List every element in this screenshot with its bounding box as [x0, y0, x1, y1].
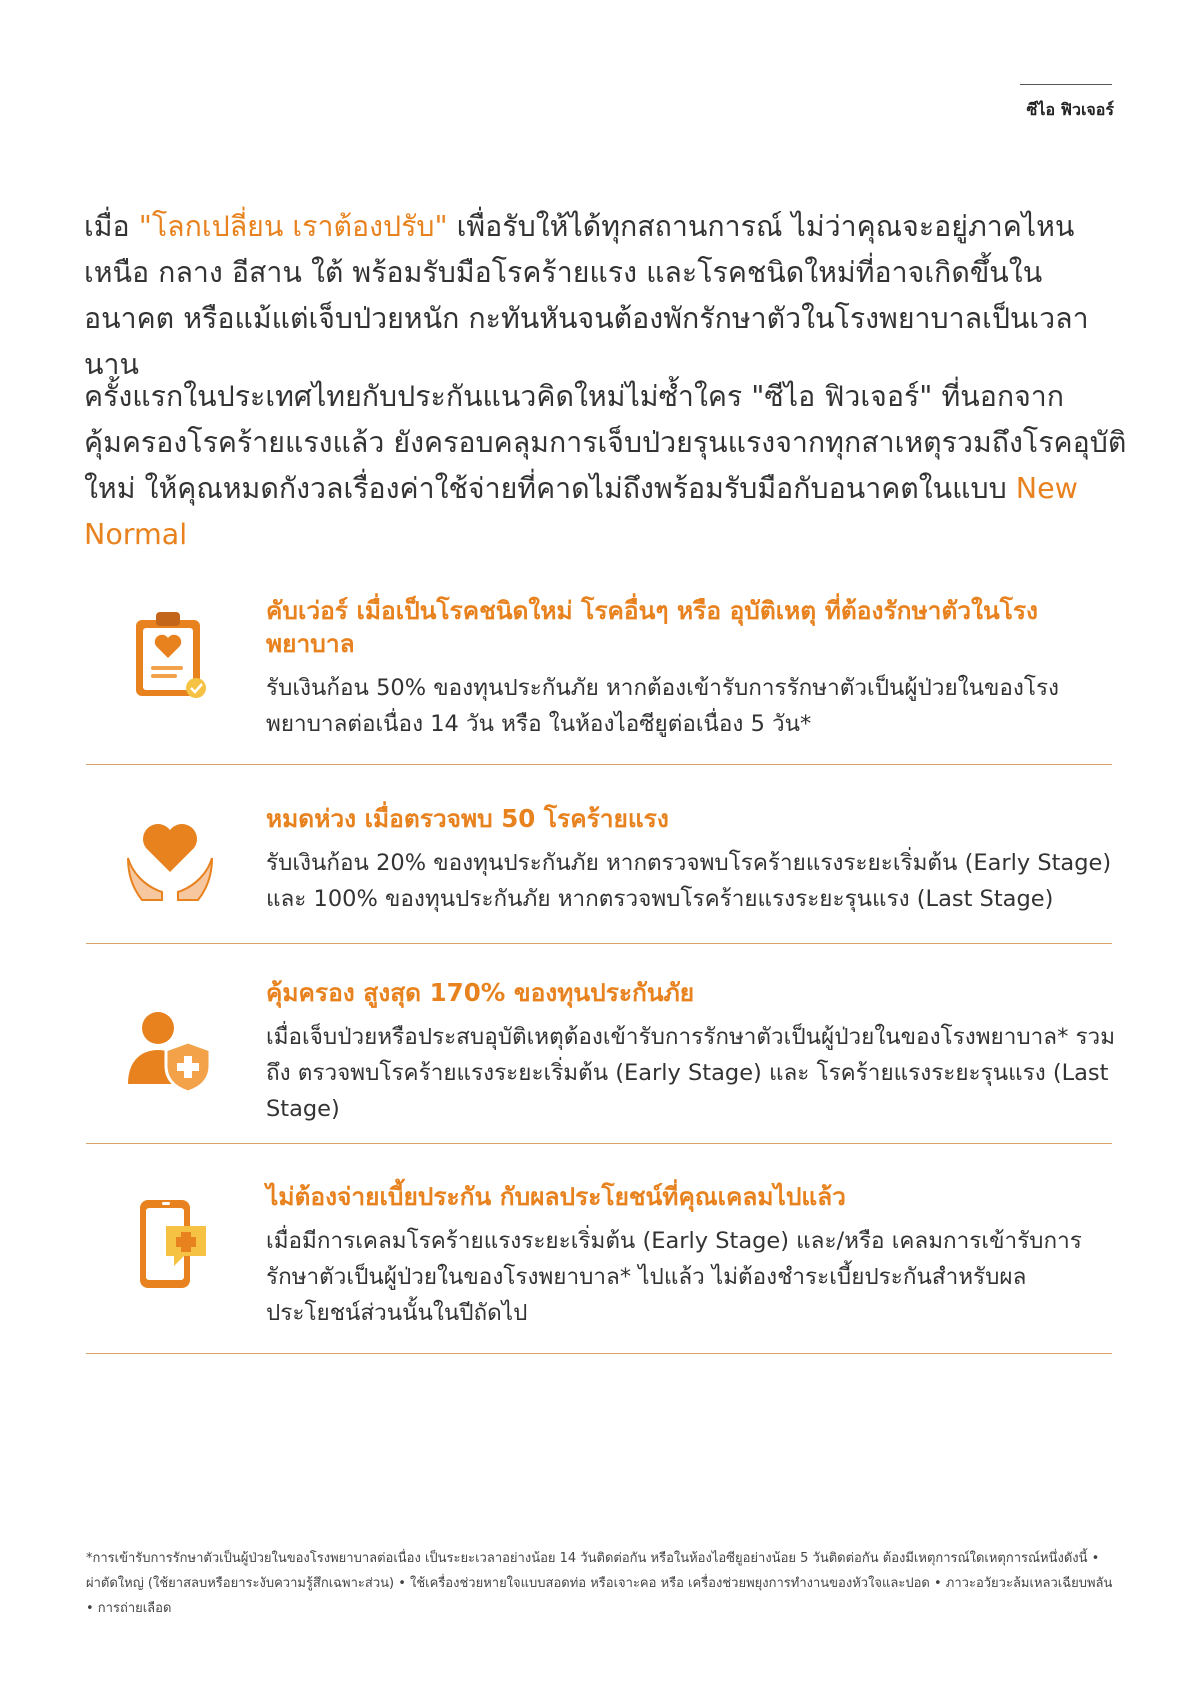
intro-paragraph-1 [84, 204, 1129, 388]
divider [86, 1143, 1112, 1144]
brand-name: ซีไอ ฟิวเจอร์ [1026, 100, 1114, 119]
clipboard-heart-icon [122, 606, 218, 702]
divider [86, 764, 1112, 765]
benefit-title: ไม่ต้องจ่ายเบี้ยประกัน กับผลประโยชน์ที่คุณเคลมไปแล้ว [266, 1182, 846, 1211]
divider [86, 943, 1112, 944]
intro-slogan: "โลกเปลี่ยน เราต้องปรับ" [138, 210, 448, 243]
person-shield-icon [122, 1000, 218, 1096]
intro-text: ครั้งแรกในประเทศไทยกับประกันแนวคิดใหม่ไม่ซ้ำใคร "ซีไอ ฟิวเจอร์" ที่นอกจากคุ้มครองโรคร้ายแรงแล้ว ยังครอบคลุมการเจ็บป่วยรุนแรงจากทุกสาเหตุรวมถึงโรคอุบัติใหม่ ให้คุณหมดกังวลเรื่องค่าใช้จ่ายที่คาดไม่ถึงพร้อมรับมือกับอนาคตในแบบ [84, 380, 1127, 505]
benefit-title: คับเว่อร์ เมื่อเป็นโรคชนิดใหม่ โรคอื่นๆ หรือ อุบัติเหตุ ที่ต้องรักษาตัวในโรงพยาบาล [266, 596, 1039, 658]
footnote: *การเข้ารับการรักษาตัวเป็นผู้ป่วยในของโรงพยาบาลต่อเนื่อง เป็นระยะเวลาอย่างน้อย 14 วันติดต่อกัน หรือในห้องไอซียูอย่างน้อย 5 วันติดต่อกัน ต้องมีเหตุการณ์ใดเหตุการณ์หนึ่งดังนี้ • ผ่าตัดใหญ่ (ใช้ยาสลบหรือยาระงับความรู้สึกเฉพาะส่วน) • ใช้เครื่องช่วยหายใจแบบสอดท่อ หรือเจาะคอ หรือ เครื่องช่วยพยุงการทำงานของหัวใจและปอด • ภาวะอวัยวะล้มเหลวเฉียบพลัน • การถ่ายเลือด [86, 1551, 1113, 1616]
divider [86, 1353, 1112, 1354]
intro-text: เมื่อ [84, 210, 139, 243]
benefit-description: เมื่อมีการเคลมโรคร้ายแรงระยะเริ่มต้น (Early Stage) และ/หรือ เคลมการเข้ารับการรักษาตัวเป็นผู้ป่วยในของโรงพยาบาล* ไปแล้ว ไม่ต้องชำระเบี้ยประกันสำหรับผลประโยชน์ส่วนนั้นในปีถัดไป [266, 1228, 1082, 1326]
benefit-title: หมดห่วง เมื่อตรวจพบ 50 โรคร้ายแรง [266, 804, 669, 833]
header-rule [1020, 84, 1112, 85]
benefit-description: รับเงินก้อน 50% ของทุนประกันภัย หากต้องเข้ารับการรักษาตัวเป็นผู้ป่วยในของโรงพยาบาลต่อเนื่อง 14 วัน หรือ ในห้องไอซียูต่อเนื่อง 5 วัน* [266, 675, 1060, 737]
benefit-description: รับเงินก้อน 20% ของทุนประกันภัย หากตรวจพบโรคร้ายแรงระยะเริ่มต้น (Early Stage) และ 100% ของทุนประกันภัย หากตรวจพบโรคร้ายแรงระยะรุนแรง (Last Stage) [266, 850, 1112, 912]
phone-medical-icon [122, 1196, 218, 1292]
new-normal-highlight: New Normal [84, 472, 1078, 551]
benefit-description: เมื่อเจ็บป่วยหรือประสบอุบัติเหตุต้องเข้ารับการรักษาตัวเป็นผู้ป่วยในของโรงพยาบาล* รวมถึง ตรวจพบโรคร้ายแรงระยะเริ่มต้น (Early Stage) และ โรคร้ายแรงระยะรุนแรง (Last Stage) [266, 1024, 1116, 1122]
hands-heart-icon [122, 810, 218, 906]
benefit-title: คุ้มครอง สูงสุด 170% ของทุนประกันภัย [266, 978, 695, 1007]
intro-paragraph-2 [84, 374, 1129, 558]
intro-text: เพื่อรับให้ได้ทุกสถานการณ์ ไม่ว่าคุณจะอยู่ภาคไหน เหนือ กลาง อีสาน ใต้ พร้อมรับมือโรคร้ายแรง และโรคชนิดใหม่ที่อาจเกิดขึ้นในอนาคต หรือแม้แต่เจ็บป่วยหนัก กะทันหันจนต้องพักรักษาตัวในโรงพยาบาลเป็นเวลานาน [84, 210, 1089, 381]
